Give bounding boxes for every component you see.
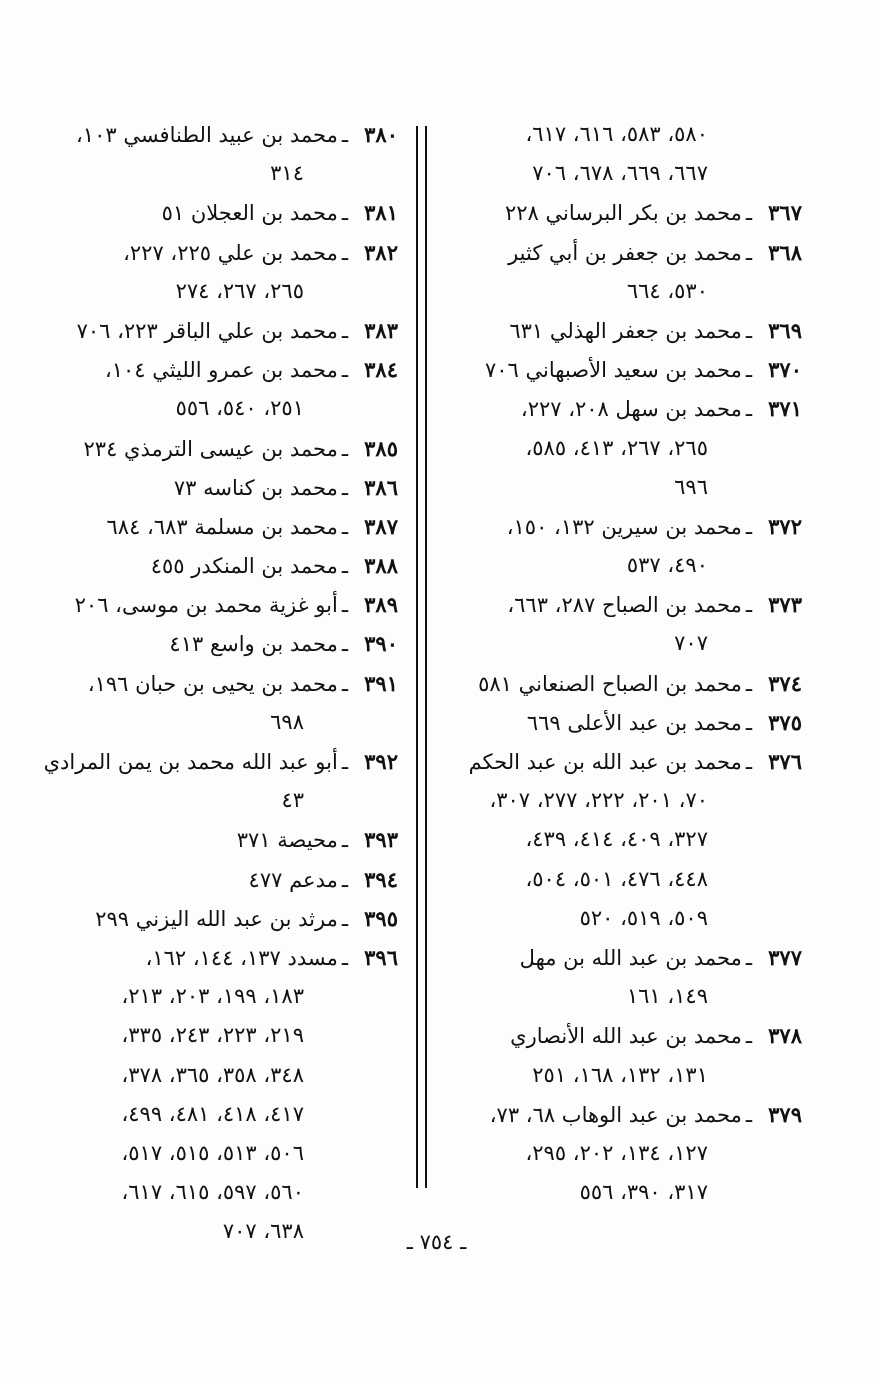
index-entry-line xyxy=(40,233,398,272)
index-entry-line xyxy=(440,193,802,232)
entry-dash: ـ xyxy=(745,201,752,226)
entry-number: ٣٨٨ xyxy=(364,553,398,579)
entry-text: ٥٦٠، ٥٩٧، ٦١٥، ٦١٧، xyxy=(121,1180,304,1205)
entry-text: ٧٠٧ xyxy=(674,631,708,656)
entry-dash: ـ xyxy=(341,475,348,500)
entry-number: ٣٧٤ xyxy=(768,670,802,696)
entry-text: محمد بن مسلمة ٦٨٣، ٦٨٤ xyxy=(106,514,338,539)
entry-text: محيصة ٣٧١ xyxy=(236,828,338,853)
entry-dash: ـ xyxy=(341,554,348,579)
entry-dash: ـ xyxy=(745,710,752,735)
index-entry-line xyxy=(440,429,802,468)
index-entry-line xyxy=(440,585,802,624)
entry-text: ٦٩٦ xyxy=(674,474,708,499)
right-column xyxy=(440,115,802,1212)
index-entry-line xyxy=(40,742,398,781)
index-entry-line xyxy=(40,938,398,977)
entry-number: ٣٦٧ xyxy=(768,200,802,226)
index-entry-line xyxy=(440,977,802,1016)
entry-text: مدعم ٤٧٧ xyxy=(248,867,338,892)
entry-number: ٣٨٩ xyxy=(364,592,398,618)
index-entry-line xyxy=(40,429,398,468)
index-entry-line xyxy=(40,1134,398,1173)
entry-text: محمد بن جعفر بن أبي كثير xyxy=(508,240,742,265)
index-entry-line xyxy=(440,742,802,781)
entry-text: ٣٤٨، ٣٥٨، ٣٦٥، ٣٧٨، xyxy=(121,1062,304,1087)
index-entry-line xyxy=(440,781,802,820)
index-entry-line xyxy=(40,820,398,859)
index-entry-line xyxy=(40,781,398,820)
entry-text: ٦٩٨ xyxy=(270,709,304,734)
index-entry-line xyxy=(440,624,802,663)
entry-number: ٣٩١ xyxy=(364,670,398,696)
entry-dash: ـ xyxy=(745,1102,752,1127)
entry-text: ١٨٣، ١٩٩، ٢٠٣، ٢١٣، xyxy=(121,984,304,1009)
entry-text: ١٢٧، ١٣٤، ٢٠٢، ٢٩٥، xyxy=(525,1140,708,1165)
entry-number: ٣٦٩ xyxy=(768,317,802,343)
entry-text: أبو غزية محمد بن موسى، ٢٠٦ xyxy=(74,593,338,618)
entry-text: ٣٢٧، ٤٠٩، ٤١٤، ٤٣٩، xyxy=(525,827,708,852)
index-entry-line xyxy=(440,154,802,193)
entry-dash: ـ xyxy=(341,318,348,343)
entry-text: أبو عبد الله محمد بن يمن المرادي xyxy=(43,750,338,774)
index-entry-line xyxy=(40,507,398,546)
index-entry-line xyxy=(40,546,398,585)
entry-number: ٣٨٢ xyxy=(364,239,398,265)
entry-dash: ـ xyxy=(745,750,752,774)
entry-dash: ـ xyxy=(745,593,752,618)
entry-dash: ـ xyxy=(341,358,348,383)
column-divider-line xyxy=(416,126,418,1188)
entry-dash: ـ xyxy=(341,867,348,892)
entry-text: محمد بن الصباح ٢٨٧، ٦٦٣، xyxy=(507,593,742,618)
index-entry-line xyxy=(440,272,802,311)
index-entry-line xyxy=(40,350,398,389)
entry-text: محمد بن علي ٢٢٥، ٢٢٧، xyxy=(123,240,338,265)
entry-text: ١٣١، ١٣٢، ١٦٨، ٢٥١ xyxy=(532,1062,708,1087)
entry-dash: ـ xyxy=(341,945,348,970)
entry-text: ٦٣٨، ٧٠٧ xyxy=(222,1219,304,1244)
entry-dash: ـ xyxy=(341,671,348,696)
entry-text: محمد بن العجلان ٥١ xyxy=(161,201,338,226)
index-entry-line xyxy=(40,389,398,428)
entry-dash: ـ xyxy=(341,201,348,226)
entry-text: ٥٠٦، ٥١٣، ٥١٥، ٥١٧، xyxy=(121,1140,304,1165)
entry-text: ٥٣٠، ٦٦٤ xyxy=(626,278,708,303)
index-entry-line xyxy=(440,899,802,938)
index-entry-line xyxy=(40,585,398,624)
entry-text: ٢٦٥، ٢٦٧، ٢٧٤ xyxy=(175,278,304,303)
entry-number: ٣٨٥ xyxy=(364,435,398,461)
index-entry-line xyxy=(40,703,398,742)
entry-text: ٧٠، ٢٠١، ٢٢٢، ٢٧٧، ٣٠٧، xyxy=(489,788,708,813)
index-entry-line xyxy=(40,664,398,703)
entry-dash: ـ xyxy=(745,671,752,696)
index-entry-line xyxy=(40,977,398,1016)
entry-text: ٦٦٧، ٦٦٩، ٦٧٨، ٧٠٦ xyxy=(532,161,708,186)
index-entry-line xyxy=(40,193,398,232)
index-entry-line xyxy=(440,1134,802,1173)
entry-number: ٣٨١ xyxy=(364,200,398,226)
entry-dash: ـ xyxy=(745,1024,752,1049)
entry-text: محمد بن عبد الله الأنصاري xyxy=(510,1024,742,1049)
left-column xyxy=(40,115,398,1251)
index-entry-line xyxy=(440,664,802,703)
entry-number: ٣٧٩ xyxy=(768,1101,802,1127)
entry-dash: ـ xyxy=(341,514,348,539)
entry-text: محمد بن عيسى الترمذي ٢٣٤ xyxy=(83,436,338,461)
index-entry-line xyxy=(440,115,802,154)
entry-text: ٤٣ xyxy=(281,788,304,813)
entry-number: ٣٨٣ xyxy=(364,317,398,343)
index-entry-line xyxy=(40,115,398,154)
entry-text: ٤٩٠، ٥٣٧ xyxy=(626,553,708,578)
entry-dash: ـ xyxy=(341,828,348,853)
entry-dash: ـ xyxy=(341,123,348,147)
entry-text: محمد بن بكر البرساني ٢٢٨ xyxy=(504,201,742,226)
index-entry-line xyxy=(440,1056,802,1095)
index-entry-line xyxy=(40,624,398,663)
entry-number: ٣٧٦ xyxy=(768,749,802,774)
page-number: ـ ٧٥٤ ـ xyxy=(406,1230,467,1254)
entry-text: محمد بن عبد الله بن عبد الحكم xyxy=(468,750,742,774)
entry-text: محمد بن جعفر الهذلي ٦٣١ xyxy=(509,318,742,343)
entry-dash: ـ xyxy=(745,240,752,265)
entry-dash: ـ xyxy=(745,945,752,970)
entry-number: ٣٩٦ xyxy=(364,944,398,970)
entry-dash: ـ xyxy=(341,240,348,265)
entry-text: ٥٨٠، ٥٨٣، ٦١٦، ٦١٧، xyxy=(525,122,708,146)
entry-text: ٤٤٨، ٤٧٦، ٥٠١، ٥٠٤، xyxy=(525,866,708,891)
entry-number: ٣٧٨ xyxy=(768,1023,802,1049)
entry-dash: ـ xyxy=(341,593,348,618)
index-entry-line xyxy=(440,1173,802,1212)
index-entry-line xyxy=(40,860,398,899)
entry-number: ٣٧١ xyxy=(768,396,802,422)
entry-number: ٣٨٠ xyxy=(364,122,398,147)
entry-dash: ـ xyxy=(745,318,752,343)
entry-text: محمد بن سيرين ١٣٢، ١٥٠، xyxy=(506,514,742,539)
entry-text: ٣١٧، ٣٩٠، ٥٥٦ xyxy=(579,1180,708,1205)
index-entry-line xyxy=(440,350,802,389)
entry-text: محمد بن سعيد الأصبهاني ٧٠٦ xyxy=(485,358,742,383)
entry-text: ٣١٤ xyxy=(270,161,304,186)
entry-number: ٣٧٥ xyxy=(768,709,802,735)
entry-text: محمد بن واسع ٤١٣ xyxy=(169,632,338,657)
entry-text: محمد بن يحيى بن حبان ١٩٦، xyxy=(87,671,338,696)
entry-number: ٣٦٨ xyxy=(768,239,802,265)
entry-text: محمد بن سهل ٢٠٨، ٢٢٧، xyxy=(520,397,742,422)
entry-number: ٣٨٧ xyxy=(364,513,398,539)
entry-text: ٢١٩، ٢٢٣، ٢٤٣، ٣٣٥، xyxy=(121,1023,304,1048)
index-entry-line xyxy=(40,1056,398,1095)
index-entry-line xyxy=(440,938,802,977)
index-entry-line xyxy=(40,468,398,507)
entry-number: ٣٧٧ xyxy=(768,944,802,970)
entry-text: مسدد ١٣٧، ١٤٤، ١٦٢، xyxy=(145,945,338,970)
entry-number: ٣٧٠ xyxy=(768,357,802,383)
entry-text: محمد بن عبد الله بن مهل xyxy=(519,945,742,970)
entry-dash: ـ xyxy=(341,632,348,657)
entry-number: ٣٩٠ xyxy=(364,631,398,657)
entry-number: ٣٧٣ xyxy=(768,592,802,618)
index-entry-line xyxy=(40,154,398,193)
entry-number: ٣٩٥ xyxy=(364,905,398,931)
index-entry-line xyxy=(40,272,398,311)
index-entry-line xyxy=(40,899,398,938)
entry-text: ٢٦٥، ٢٦٧، ٤١٣، ٥٨٥، xyxy=(525,435,708,460)
index-entry-line xyxy=(440,389,802,428)
index-entry-line xyxy=(40,1016,398,1055)
index-entry-line xyxy=(440,703,802,742)
entry-text: محمد بن علي الباقر ٢٢٣، ٧٠٦ xyxy=(76,318,338,343)
entry-dash: ـ xyxy=(745,514,752,539)
index-entry-line xyxy=(440,860,802,899)
entry-text: محمد بن عبد الأعلى ٦٦٩ xyxy=(526,710,742,735)
index-entry-line xyxy=(440,468,802,507)
entry-text: محمد بن الصباح الصنعاني ٥٨١ xyxy=(478,671,742,696)
entry-dash: ـ xyxy=(745,397,752,422)
entry-text: محمد بن المنكدر ٤٥٥ xyxy=(150,554,338,579)
column-divider-line xyxy=(425,126,427,1188)
entry-number: ٣٩٣ xyxy=(364,827,398,853)
entry-number: ٣٩٤ xyxy=(364,866,398,892)
entry-dash: ـ xyxy=(341,750,348,774)
index-entry-line xyxy=(440,311,802,350)
entry-text: ٥٠٩، ٥١٩، ٥٢٠ xyxy=(579,905,708,930)
index-entry-line xyxy=(440,233,802,272)
entry-text: ٤١٧، ٤١٨، ٤٨١، ٤٩٩، xyxy=(121,1101,304,1126)
entry-number: ٣٩٢ xyxy=(364,749,398,774)
entry-dash: ـ xyxy=(341,906,348,931)
entry-text: محمد بن كناسه ٧٣ xyxy=(173,475,338,500)
index-entry-line xyxy=(40,1173,398,1212)
index-entry-line xyxy=(440,507,802,546)
entry-text: ١٤٩، ١٦١ xyxy=(626,984,708,1009)
entry-number: ٣٨٤ xyxy=(364,357,398,383)
entry-dash: ـ xyxy=(745,358,752,383)
entry-number: ٣٧٢ xyxy=(768,513,802,539)
entry-dash: ـ xyxy=(341,436,348,461)
index-entry-line xyxy=(40,311,398,350)
entry-text: ٢٥١، ٥٤٠، ٥٥٦ xyxy=(175,396,304,421)
index-entry-line xyxy=(440,546,802,585)
entry-text: محمد بن عبيد الطنافسي ١٠٣، xyxy=(76,123,338,147)
entry-text: مرثد بن عبد الله اليزني ٢٩٩ xyxy=(95,906,338,931)
entry-text: محمد بن عبد الوهاب ٦٨، ٧٣، xyxy=(489,1102,742,1127)
index-entry-line xyxy=(40,1095,398,1134)
entry-text: محمد بن عمرو الليثي ١٠٤، xyxy=(104,358,338,383)
index-entry-line xyxy=(440,1095,802,1134)
index-entry-line xyxy=(440,820,802,859)
entry-number: ٣٨٦ xyxy=(364,474,398,500)
index-entry-line xyxy=(440,1016,802,1055)
